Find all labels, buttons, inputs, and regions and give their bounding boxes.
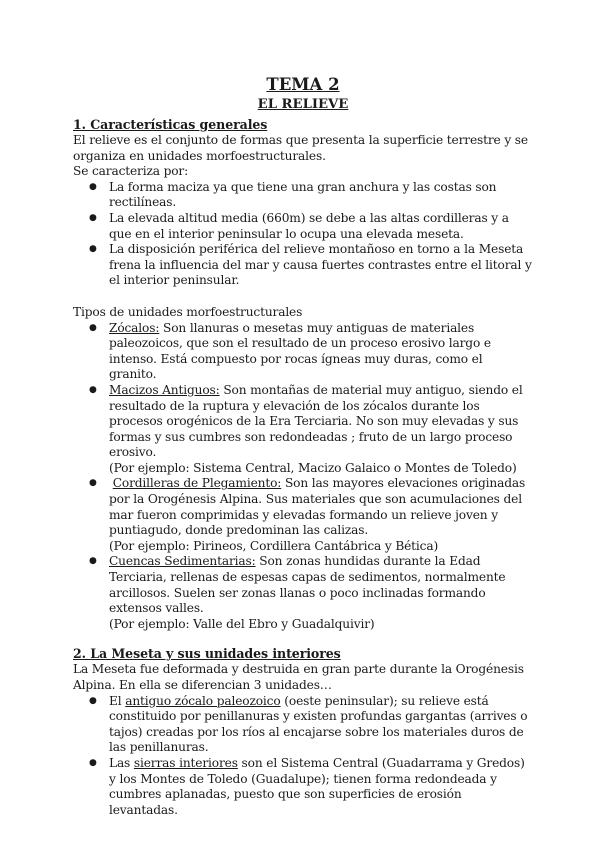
types-list [73,321,533,633]
type-term: Cuencas Sedimentarias: [109,554,256,569]
type-item-macizos [89,382,533,477]
type-term: Zócalos: [109,320,160,335]
type-example: (Por ejemplo: Valle del Ebro y Guadalquivir) [109,616,375,631]
unit-term: antiguo zócalo paleozoico [125,693,281,708]
characteristics-list [73,180,533,289]
type-example: (Por ejemplo: Sistema Central, Macizo Galaico o Montes de Toledo) [109,460,517,475]
unit-term: sierras interiores [133,755,238,770]
section-2-intro: La Meseta fue deformada y destruida en gran parte durante la Orogénesis Alpina. En ella se diferencian 3 unidades… [73,662,524,692]
type-item-cordilleras [89,476,533,554]
type-text: Son las mayores elevaciones originadas por la Orogénesis Alpina. Sus materiales que son acumulaciones del mar fueron comprimidas y elevadas formando un relieve joven y puntiagudo, donde predominan las calizas. [109,476,526,538]
bullet-icon: ● [89,181,97,192]
meseta-units-list [73,694,533,819]
list-item: ● La elevada altitud media (660m) se debe a las altas cordilleras y a que en el interior peninsular lo ocupa una elevada meseta. [89,210,509,241]
bullet-icon: ● [89,757,97,768]
page-subtitle: EL RELIEVE [257,97,349,112]
bullet-icon: ● [89,384,97,395]
spacer [73,632,533,646]
document-content [73,75,533,818]
list-item: ● La disposición periférica del relieve montañoso en torno a la Meseta frena la influencia del mar y causa fuertes contrastes entre el litoral y el interior peninsular. [89,242,532,288]
type-example: (Por ejemplo: Pirineos, Cordillera Cantábrica y Bética) [109,538,439,553]
bullet-icon: ● [89,322,97,333]
bullet-icon: ● [89,556,97,567]
types-heading: Tipos de unidades morfoestructurales [73,304,303,319]
list-item: ● El antiguo zócalo paleozoico (oeste peninsular); su relieve está constituido por penillanuras y existen profundas gargantas (arrives o tajos) creadas por los ríos al encajarse sobre los materiales duros de las penillanuras. [89,693,528,755]
section-1-heading: 1. Características generales [73,117,268,132]
type-text: Son zonas hundidas durante la Edad Terciaria, rellenas de espesas capas de sedimentos, normalmente arcillosos. Suelen ser zonas llanas o poco inclinadas formando extensos valles. [109,554,506,616]
bullet-icon: ● [89,478,97,489]
page-title: TEMA 2 [266,75,340,94]
bullet-icon: ● [89,244,97,255]
type-term: Macizos Antiguos: [109,382,220,397]
section-1-intro: El relieve es el conjunto de formas que presenta la superficie terrestre y se organiza en unidades morfoestructurales. [73,133,528,163]
bullet-icon: ● [89,212,97,223]
section-2-heading: 2. La Meseta y sus unidades interiores [73,646,341,662]
bullet-icon: ● [89,695,97,706]
list-item: ● Las sierras interiores son el Sistema Central (Guadarrama y Gredos) y los Montes de Toledo (Guadalupe); tienen forma redondeada y cumbres aplanadas, puesto que son superficies de erosión levantadas. [89,755,525,817]
type-text: Son montañas de material muy antiguo, siendo el resultado de la ruptura y elevación de los zócalos durante los procesos orogénicos de la Era Terciaria. No son muy elevadas y sus formas y sus cumbres son redondeadas ; fruto de un largo proceso erosivo. [109,382,523,460]
type-item-zocalos [89,320,533,383]
list-item: ● La forma maciza ya que tiene una gran anchura y las costas son rectilíneas. [89,179,497,210]
section-1-lead: Se caracteriza por: [73,164,189,179]
type-term: Cordilleras de Plegamiento: [112,476,282,491]
type-item-cuencas [89,554,533,632]
spacer [73,289,533,305]
type-text: Son llanuras o mesetas muy antiguas de materiales paleozoicos, que son el resultado de un proceso erosivo largo e intenso. Está compuesto por rocas ígneas muy duras, como el granito. [109,320,491,382]
